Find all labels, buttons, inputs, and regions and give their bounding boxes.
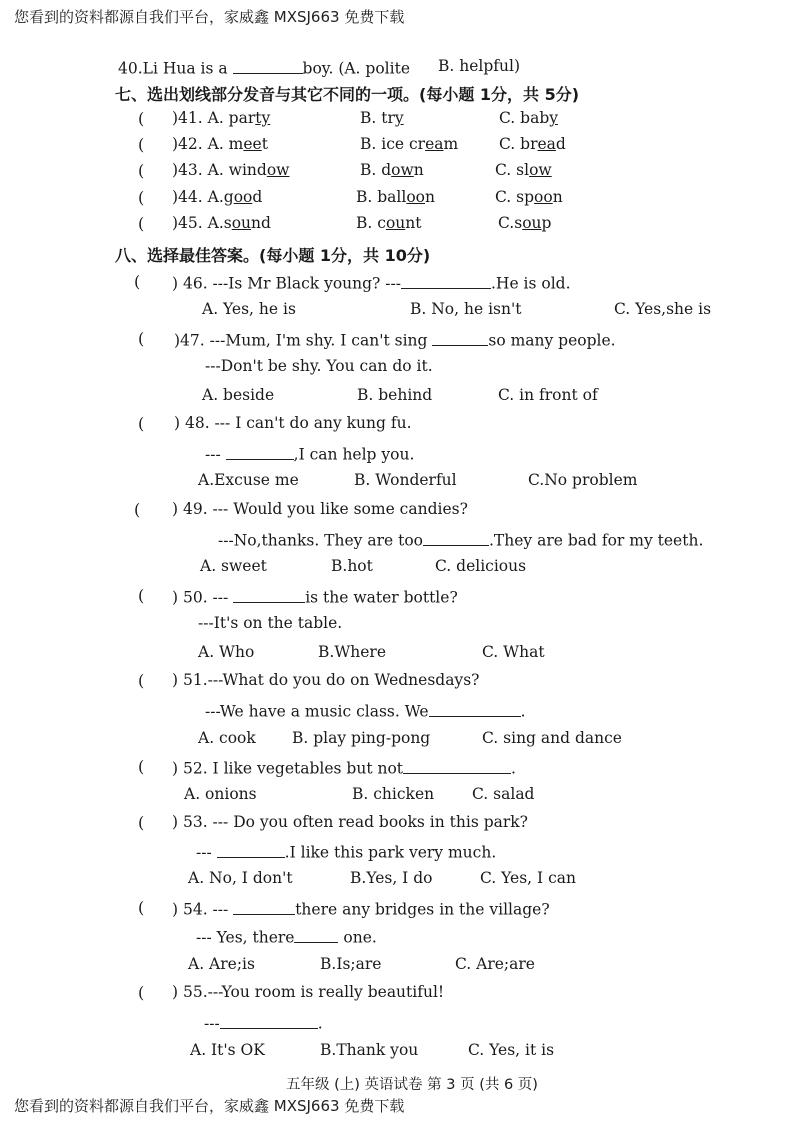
option-c-text: C. sp (495, 188, 535, 206)
q47-option-b: B. behind (357, 386, 433, 404)
answer-blank (233, 586, 305, 603)
answer-blank (220, 1012, 318, 1029)
q53-option-b: B.Yes, I do (350, 869, 433, 887)
option-a-text: par (228, 109, 256, 127)
option-a-text: nd (251, 214, 271, 232)
question-number: )43. A. (172, 161, 229, 179)
watermark-bottom: 您看到的资料都源自我们平台，家威鑫 MXSJ663 免费下载 (14, 1097, 405, 1115)
q48-reply-a: --- (205, 445, 226, 464)
q46-text-a: ) 46. ---Is Mr Black young? --- (172, 274, 401, 293)
q50-text-b: is the water bottle? (305, 588, 458, 607)
question-number: )42. A. (172, 135, 229, 153)
q49-option-b: B.hot (331, 557, 373, 575)
section-7-heading: 七、选出划线部分发音与其它不同的一项。(每小题 1分，共 5分) (115, 85, 580, 104)
answer-paren: ( (138, 109, 145, 128)
q48-reply-b: ,I can help you. (293, 445, 415, 464)
sec7-row-option-a (172, 109, 270, 127)
q47-option-c: C. in front of (498, 386, 598, 404)
q49-reply-b: .They are bad for my teeth. (489, 531, 704, 550)
watermark-top: 您看到的资料都源自我们平台，家威鑫 MXSJ663 免费下载 (14, 8, 405, 26)
sec7-row-option-c (498, 214, 551, 232)
q50-option-c: C. What (482, 643, 545, 661)
sec7-row-option-b (356, 214, 421, 232)
q52-option-a: A. onions (184, 785, 257, 803)
sec7-row-option-a (172, 188, 262, 206)
question-47 (174, 329, 616, 350)
q51-reply (205, 700, 526, 721)
question-46 (172, 272, 571, 293)
option-c-text: n (552, 188, 563, 206)
option-a-text: s (223, 214, 232, 232)
q47-text-a: )47. ---Mum, I'm shy. I can't sing (174, 331, 433, 350)
underlined-letters: ee (243, 135, 262, 153)
q54-text-a: ) 54. --- (172, 900, 234, 919)
underlined-letters: ou (522, 214, 542, 232)
underlined-letters: ea (537, 135, 556, 153)
question-52 (172, 757, 516, 778)
q48-option-c: C.No problem (528, 471, 638, 489)
answer-paren: ( (138, 671, 145, 690)
sec7-row-option-c (499, 109, 558, 127)
q50-text-a: ) 50. --- (172, 588, 234, 607)
answer-paren: ( (134, 272, 141, 291)
sec7-row-option-b (360, 135, 458, 153)
option-a-text: m (228, 135, 244, 153)
q40-text-post: boy. (A. polite (302, 59, 410, 78)
answer-paren: ( (138, 214, 145, 233)
q40-option-b: B. helpful) (438, 57, 521, 75)
option-c-text: C. bab (499, 109, 550, 127)
q55-option-a: A. It's OK (190, 1041, 265, 1059)
sec7-row-option-b (360, 161, 424, 179)
answer-paren: ( (138, 983, 145, 1002)
q46-option-c: C. Yes,she is (614, 300, 712, 318)
q49-reply-a: ---No,thanks. They are too (218, 531, 423, 550)
question-50 (172, 586, 458, 607)
sec7-row-option-b (356, 188, 435, 206)
option-b-text: m (443, 135, 459, 153)
q48-option-a: A.Excuse me (198, 471, 299, 489)
q47-reply: ---Don't be shy. You can do it. (205, 357, 433, 375)
q50-option-a: A. Who (198, 643, 255, 661)
q53-option-a: A. No, I don't (188, 869, 293, 887)
underlined-letters: y (549, 109, 559, 127)
q55-reply-b: . (317, 1014, 323, 1033)
underlined-letters: oo (534, 188, 553, 206)
underlined-letters: ow (529, 161, 552, 179)
q52-option-b: B. chicken (352, 785, 435, 803)
q55-reply (204, 1012, 323, 1033)
q54-option-b: B.Is;are (320, 955, 382, 973)
question-55: ) 55.---You room is really beautiful! (172, 983, 445, 1001)
option-b-text: n (413, 161, 424, 179)
option-b-text: B. ball (356, 188, 407, 206)
option-a-text: wind (228, 161, 267, 179)
option-c-text: C.s (498, 214, 523, 232)
q47-text-b: so many people. (488, 331, 616, 350)
question-number: )44. A. (172, 188, 224, 206)
option-a-text: t (261, 135, 268, 153)
answer-blank (423, 529, 489, 546)
underlined-letters: ou (231, 214, 252, 232)
option-b-text: B. c (356, 214, 386, 232)
option-a-text: g (223, 188, 234, 206)
underlined-letters: ow (391, 161, 414, 179)
option-c-text: p (541, 214, 552, 232)
q55-option-c: C. Yes, it is (468, 1041, 555, 1059)
sec7-row-option-a (172, 135, 268, 153)
q48-option-b: B. Wonderful (354, 471, 457, 489)
question-54 (172, 898, 550, 919)
sec7-row-option-c (495, 161, 552, 179)
q54-reply-a: --- Yes, there (196, 928, 295, 947)
q50-reply: ---It's on the table. (198, 614, 343, 632)
q46-option-a: A. Yes, he is (202, 300, 296, 318)
q46-option-b: B. No, he isn't (410, 300, 522, 318)
sec7-row-option-b (360, 109, 404, 127)
q48-reply (205, 443, 414, 464)
answer-paren: ( (138, 135, 145, 154)
answer-paren: ( (138, 586, 145, 605)
q46-text-b: .He is old. (491, 274, 571, 293)
question-51: ) 51.---What do you do on Wednesdays? (172, 671, 480, 689)
option-c-text: C. sl (495, 161, 530, 179)
q53-reply (196, 841, 496, 862)
answer-blank (233, 57, 303, 74)
underlined-letters: oo (233, 188, 253, 206)
answer-blank (217, 841, 285, 858)
answer-paren: ( (138, 414, 145, 433)
underlined-letters: ea (425, 135, 444, 153)
q51-option-c: C. sing and dance (482, 729, 622, 747)
page-footer: 五年级 (上) 英语试卷 第 3 页 (共 6 页) (286, 1077, 538, 1093)
q53-reply-b: .I like this park very much. (284, 843, 497, 862)
q54-option-a: A. Are;is (188, 955, 255, 973)
q53-reply-a: --- (196, 843, 217, 862)
q40-text-pre: 40.Li Hua is a (118, 59, 233, 78)
q52-text-b: . (511, 759, 516, 778)
q47-option-a: A. beside (202, 386, 275, 404)
answer-paren: ( (134, 500, 141, 519)
q50-option-b: B.Where (318, 643, 386, 661)
q52-text-a: ) 52. I like vegetables but not (172, 759, 404, 778)
q54-reply-b: one. (338, 928, 377, 947)
sec7-row-option-c (495, 188, 563, 206)
q51-reply-a: ---We have a music class. We (205, 702, 429, 721)
question-number: )41. A. (172, 109, 229, 127)
option-a-text: d (252, 188, 263, 206)
answer-blank (432, 329, 488, 346)
answer-blank (233, 898, 295, 915)
answer-paren: ( (138, 188, 145, 207)
answer-paren: ( (138, 757, 145, 776)
q49-option-a: A. sweet (200, 557, 267, 575)
q51-option-b: B. play ping-pong (292, 729, 431, 747)
q55-option-b: B.Thank you (320, 1041, 419, 1059)
q54-option-c: C. Are;are (455, 955, 535, 973)
answer-blank (403, 757, 511, 774)
underlined-letters: y (394, 109, 404, 127)
answer-blank (226, 443, 294, 460)
sec7-row-option-a (172, 161, 289, 179)
option-b-text: B. tr (360, 109, 395, 127)
q53-option-c: C. Yes, I can (480, 869, 576, 887)
answer-blank (401, 272, 491, 289)
underlined-letters: oo (406, 188, 425, 206)
option-b-text: nt (405, 214, 422, 232)
q51-reply-b: . (520, 702, 526, 721)
q49-option-c: C. delicious (435, 557, 527, 575)
q54-reply (196, 926, 377, 947)
answer-paren: ( (138, 898, 145, 917)
question-53: ) 53. --- Do you often read books in this park? (172, 813, 528, 831)
underlined-letters: ow (266, 161, 290, 179)
q55-reply-a: --- (204, 1014, 220, 1033)
option-b-text: n (425, 188, 435, 206)
q51-option-a: A. cook (198, 729, 256, 747)
option-c-text: d (555, 135, 566, 153)
sec7-row-option-c (499, 135, 566, 153)
section-8-heading: 八、选择最佳答案。(每小题 1分，共 10分) (115, 246, 431, 265)
answer-paren: ( (138, 161, 145, 180)
answer-blank (294, 926, 338, 943)
question-48: ) 48. --- I can't do any kung fu. (174, 414, 412, 432)
answer-paren: ( (138, 813, 145, 832)
question-49: ) 49. --- Would you like some candies? (172, 500, 468, 518)
answer-blank (429, 700, 521, 717)
q52-option-c: C. salad (472, 785, 535, 803)
option-b-text: B. ice cr (360, 135, 426, 153)
sec7-row-option-a (172, 214, 271, 232)
q49-reply (218, 529, 703, 550)
underlined-letters: ou (385, 214, 406, 232)
answer-paren: ( (138, 329, 145, 348)
option-c-text: C. br (499, 135, 538, 153)
underlined-letters: ty (255, 109, 271, 127)
question-40 (118, 57, 410, 78)
option-b-text: B. d (360, 161, 392, 179)
question-number: )45. A. (172, 214, 224, 232)
q54-text-b: there any bridges in the village? (295, 900, 550, 919)
